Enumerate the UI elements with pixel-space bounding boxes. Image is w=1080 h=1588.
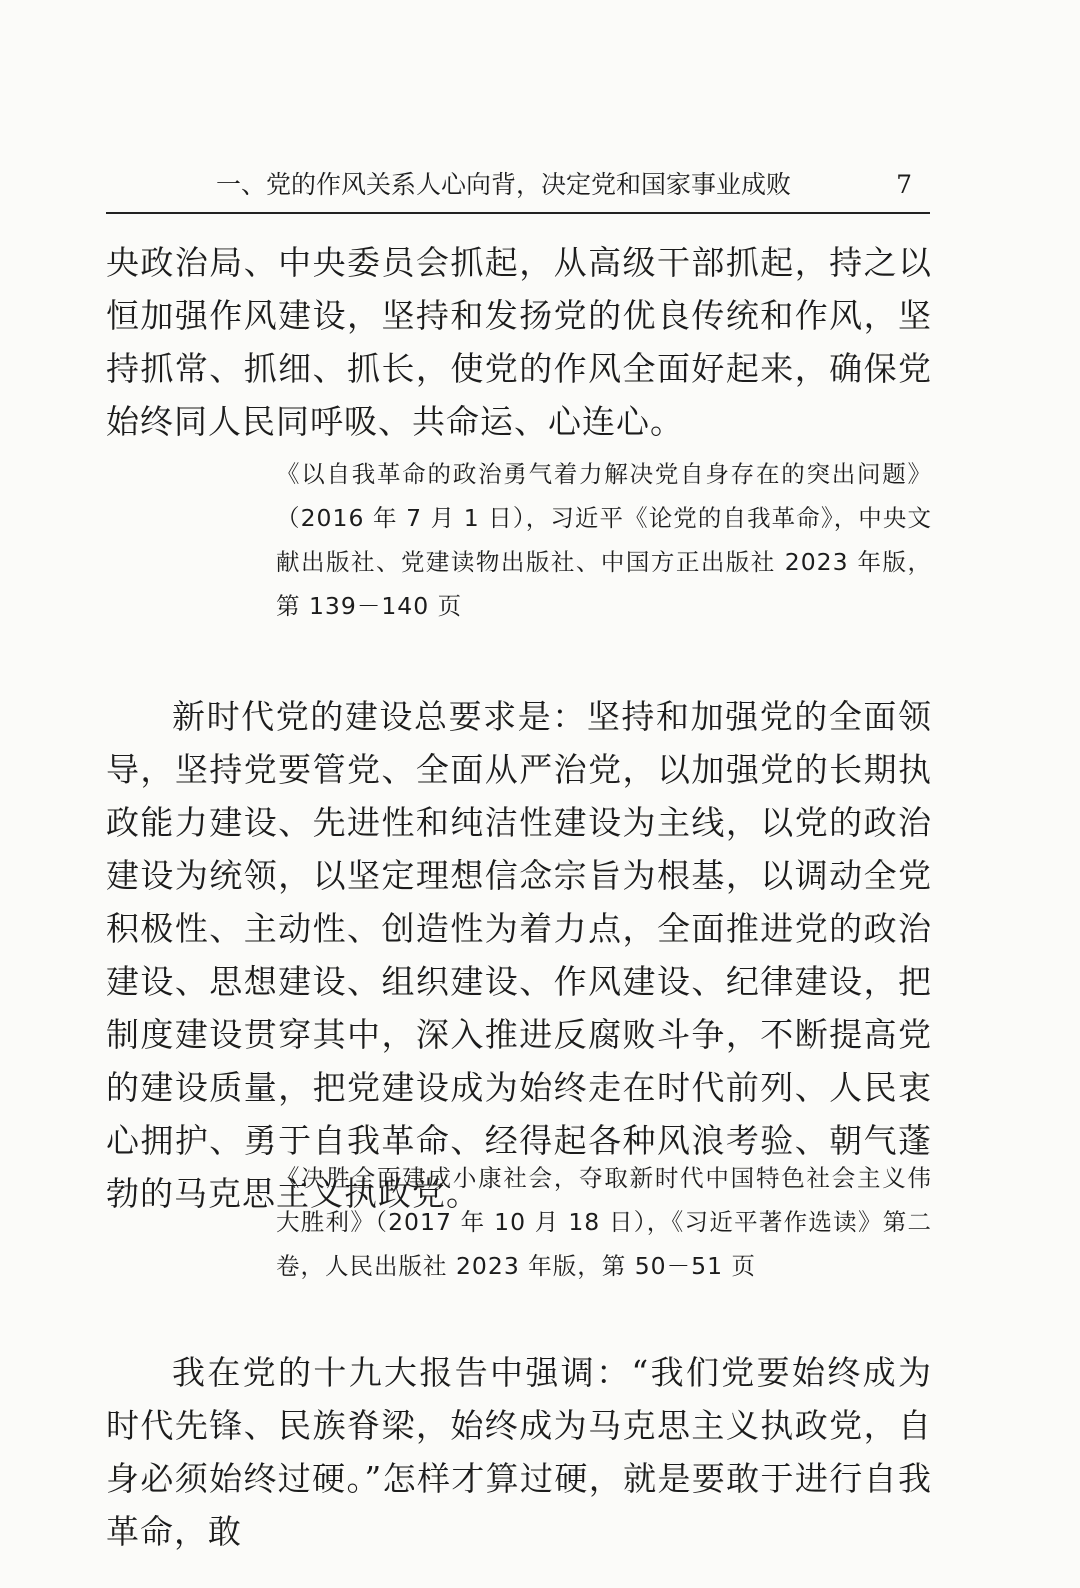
page-header (106, 160, 930, 214)
citation-xiaokang: 《决胜全面建成小康社会，夺取新时代中国特色社会主义伟大胜利》（2017 年 10 月 18 日），《习近平著作选读》第二卷，人民出版社 2023 年版，第 50－51 页 (276, 1164, 932, 1280)
paragraph-nineteenth-congress: 我在党的十九大报告中强调：“我们党要始终成为时代先锋、民族脊梁，始终成为马克思主义执政党，自身必须始终过硬。”怎样才算过硬，就是要敢于进行自我革命，敢 (106, 1353, 932, 1551)
page-number: 7 (896, 170, 912, 199)
paragraph-continuation: 央政治局、中央委员会抓起，从高级干部抓起，持之以恒加强作风建设，坚持和发扬党的优良传统和作风，坚持抓常、抓细、抓长，使党的作风全面好起来，确保党始终同人民同呼吸、共命运、心连心。 (106, 243, 932, 441)
running-title: 一、党的作风关系人心向背，决定党和国家事业成败 (216, 170, 792, 199)
citation-self-revolution: 《以自我革命的政治勇气着力解决党自身存在的突出问题》（2016 年 7 月 1 日），习近平《论党的自我革命》，中央文献出版社、党建读物出版社、中国方正出版社 2023 年版，第 139－140 页 (276, 460, 932, 620)
paragraph-party-building-requirements: 新时代党的建设总要求是：坚持和加强党的全面领导，坚持党要管党、全面从严治党，以加强党的长期执政能力建设、先进性和纯洁性建设为主线，以党的政治建设为统领，以坚定理想信念宗旨为根基，以调动全党积极性、主动性、创造性为着力点，全面推进党的政治建设、思想建设、组织建设、作风建设、纪律建设，把制度建设贯穿其中，深入推进反腐败斗争，不断提高党的建设质量，把党建设成为始终走在时代前列、人民衷心拥护、勇于自我革命、经得起各种风浪考验、朝气蓬勃的马克思主义执政党。 (106, 697, 932, 1213)
